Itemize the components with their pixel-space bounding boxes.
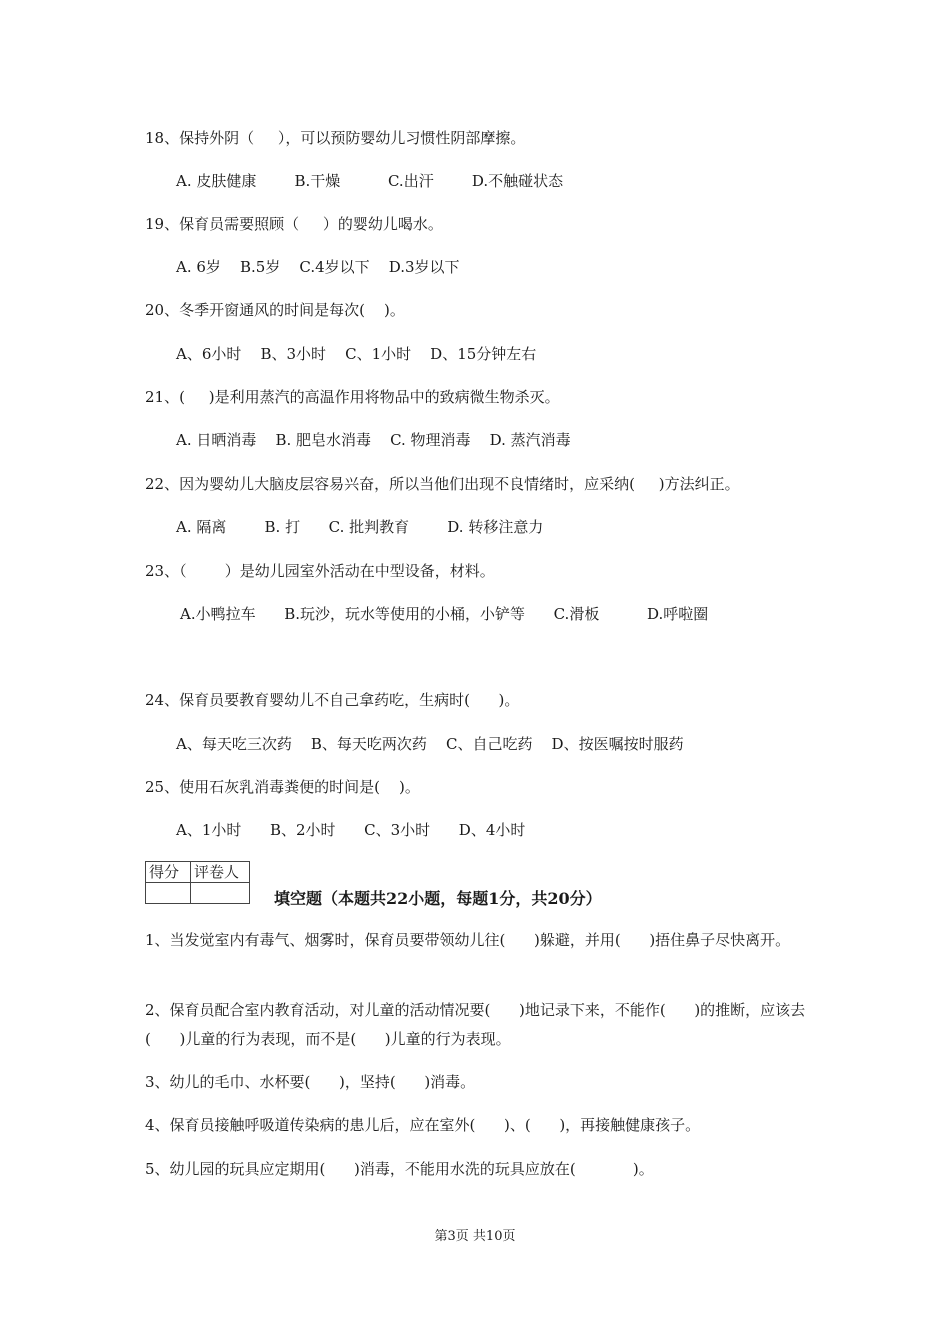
question-23-options: A.小鸭拉车 B.玩沙，玩水等使用的小桶，小铲等 C.滑板 D.呼啦圈 xyxy=(180,605,709,623)
question-22-stem: 22、因为婴幼儿大脑皮层容易兴奋，所以当他们出现不良情绪时，应采纳( )方法纠正。 xyxy=(145,475,740,493)
question-18-stem: 18、保持外阴（ ），可以预防婴幼儿习惯性阴部摩擦。 xyxy=(145,129,526,147)
question-20-stem: 20、冬季开窗通风的时间是每次( )。 xyxy=(145,301,405,319)
question-22-options: A. 隔离 B. 打 C. 批判教育 D. 转移注意力 xyxy=(176,518,544,536)
page-footer: 第3页 共10页 xyxy=(434,1229,516,1244)
question-19-options: A. 6岁 B.5岁 C.4岁以下 D.3岁以下 xyxy=(176,258,460,276)
question-21-stem: 21、( )是利用蒸汽的高温作用将物品中的致病微生物杀灭。 xyxy=(145,388,560,406)
question-25-options: A、1小时 B、2小时 C、3小时 D、4小时 xyxy=(176,821,526,839)
grader-label: 评卷人 xyxy=(191,862,250,883)
question-24-stem: 24、保育员要教育婴幼儿不自己拿药吃，生病时( )。 xyxy=(145,691,520,709)
score-label: 得分 xyxy=(146,862,191,883)
question-19-stem: 19、保育员需要照顾（ ）的婴幼儿喝水。 xyxy=(145,215,443,233)
question-23-stem: 23、（ ）是幼儿园室外活动在中型设备，材料。 xyxy=(145,562,495,580)
question-21-options: A. 日晒消毒 B. 肥皂水消毒 C. 物理消毒 D. 蒸汽消毒 xyxy=(176,431,571,449)
question-20-options: A、6小时 B、3小时 C、1小时 D、15分钟左右 xyxy=(176,345,537,363)
section-title: 填空题（本题共22小题，每题1分，共20分） xyxy=(274,889,602,908)
fill-blank-2: 2、保育员配合室内教育活动，对儿童的活动情况要( )地记录下来，不能作( )的推断，应该去( )儿童的行为表现，而不是( )儿童的行为表现。 xyxy=(145,1001,806,1048)
fill-blank-5: 5、幼儿园的玩具应定期用( )消毒，不能用水洗的玩具应放在( )。 xyxy=(145,1160,654,1178)
score-box xyxy=(145,861,250,904)
grader-cell[interactable] xyxy=(191,883,250,904)
fill-blank-3: 3、幼儿的毛巾、水杯要( )，坚持( )消毒。 xyxy=(145,1073,476,1091)
question-25-stem: 25、使用石灰乳消毒粪便的时间是( )。 xyxy=(145,778,420,796)
fill-blank-4: 4、保育员接触呼吸道传染病的患儿后，应在室外( )、( )，再接触健康孩子。 xyxy=(145,1116,701,1134)
fill-blank-1: 1、当发觉室内有毒气、烟雾时，保育员要带领幼儿往( )躲避，并用( )捂住鼻子尽快离开。 xyxy=(145,931,791,949)
question-24-options: A、每天吃三次药 B、每天吃两次药 C、自己吃药 D、按医嘱按时服药 xyxy=(176,735,684,753)
score-cell[interactable] xyxy=(146,883,191,904)
question-18-options: A. 皮肤健康 B.干燥 C.出汗 D.不触碰状态 xyxy=(176,172,564,190)
